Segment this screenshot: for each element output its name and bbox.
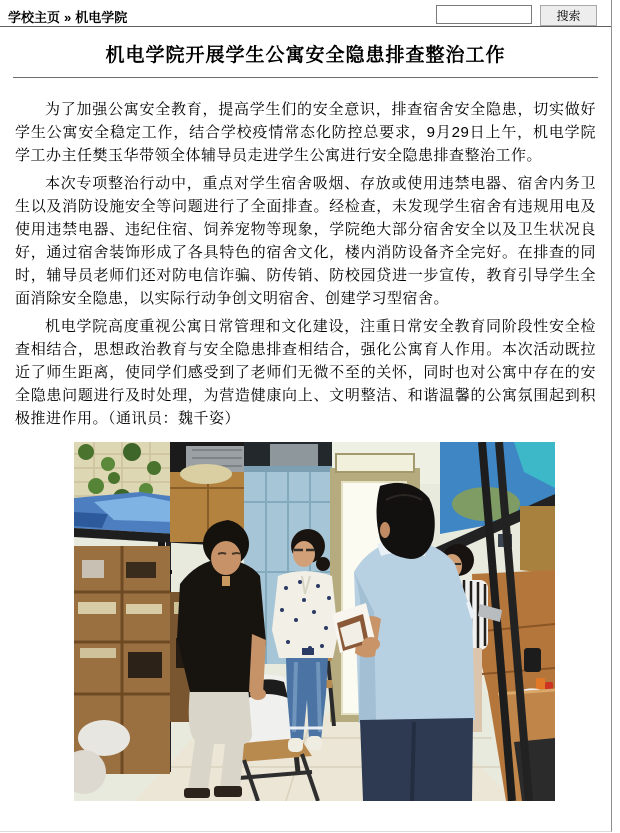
- article-paragraph-3: 机电学院高度重视公寓日常管理和文化建设，注重日常安全教育同阶段性安全检查相结合，思想政治教育与安全隐患排查相结合，强化公寓育人作用。本次活动既拉近了师生距离，使同学们感受到了老师们无微不至的关怀，同时也对公寓中存在的安全隐患问题进行及时处理，为营造健康向上、文明整洁、和谐温馨的公寓氛围起到积极推进作用。（通讯员：魏千姿）: [15, 318, 596, 427]
- breadcrumb-current-link[interactable]: 机电学院: [75, 10, 128, 25]
- search-input[interactable]: [436, 5, 532, 24]
- breadcrumb: [8, 5, 127, 26]
- article-paragraph-1: 为了加强公寓安全教育，提高学生们的安全意识，排查宿舍安全隐患，切实做好学生公寓安全稳定工作，结合学校疫情常态化防控总要求，9月29日上午，机电学院学工办主任樊玉华带领全体辅导员走进学生公寓进行安全隐患排查整治工作。: [15, 101, 596, 164]
- search-bar: [436, 5, 597, 26]
- breadcrumb-separator-icon: »: [64, 10, 72, 25]
- article-paragraph-2: 本次专项整治行动中，重点对学生宿舍吸烟、存放或使用违禁电器、宿舍内务卫生以及消防设施安全等问题进行了全面排查。经检查，未发现学生宿舍有违规用电及使用违禁电器、违纪住宿、饲养宠物等现象，学院绝大部分宿舍安全以及卫生状况良好，通过宿舍装饰形成了各具特色的宿舍文化，楼内消防设备齐全完好。在排查的同时，辅导员老师们还对防电信诈骗、防传销、防校园贷进一步宣传，教育引导学生全面消除安全隐患，以实际行动争创文明宿舍、创建学习型宿舍。: [15, 175, 596, 307]
- article-title: 机电学院开展学生公寓安全隐患排查整治工作: [105, 45, 506, 66]
- article-body: [0, 78, 611, 801]
- search-button[interactable]: 搜索: [540, 5, 597, 26]
- topbar: [0, 0, 611, 27]
- article-photo: [74, 442, 555, 801]
- breadcrumb-home-link[interactable]: 学校主页: [8, 10, 61, 25]
